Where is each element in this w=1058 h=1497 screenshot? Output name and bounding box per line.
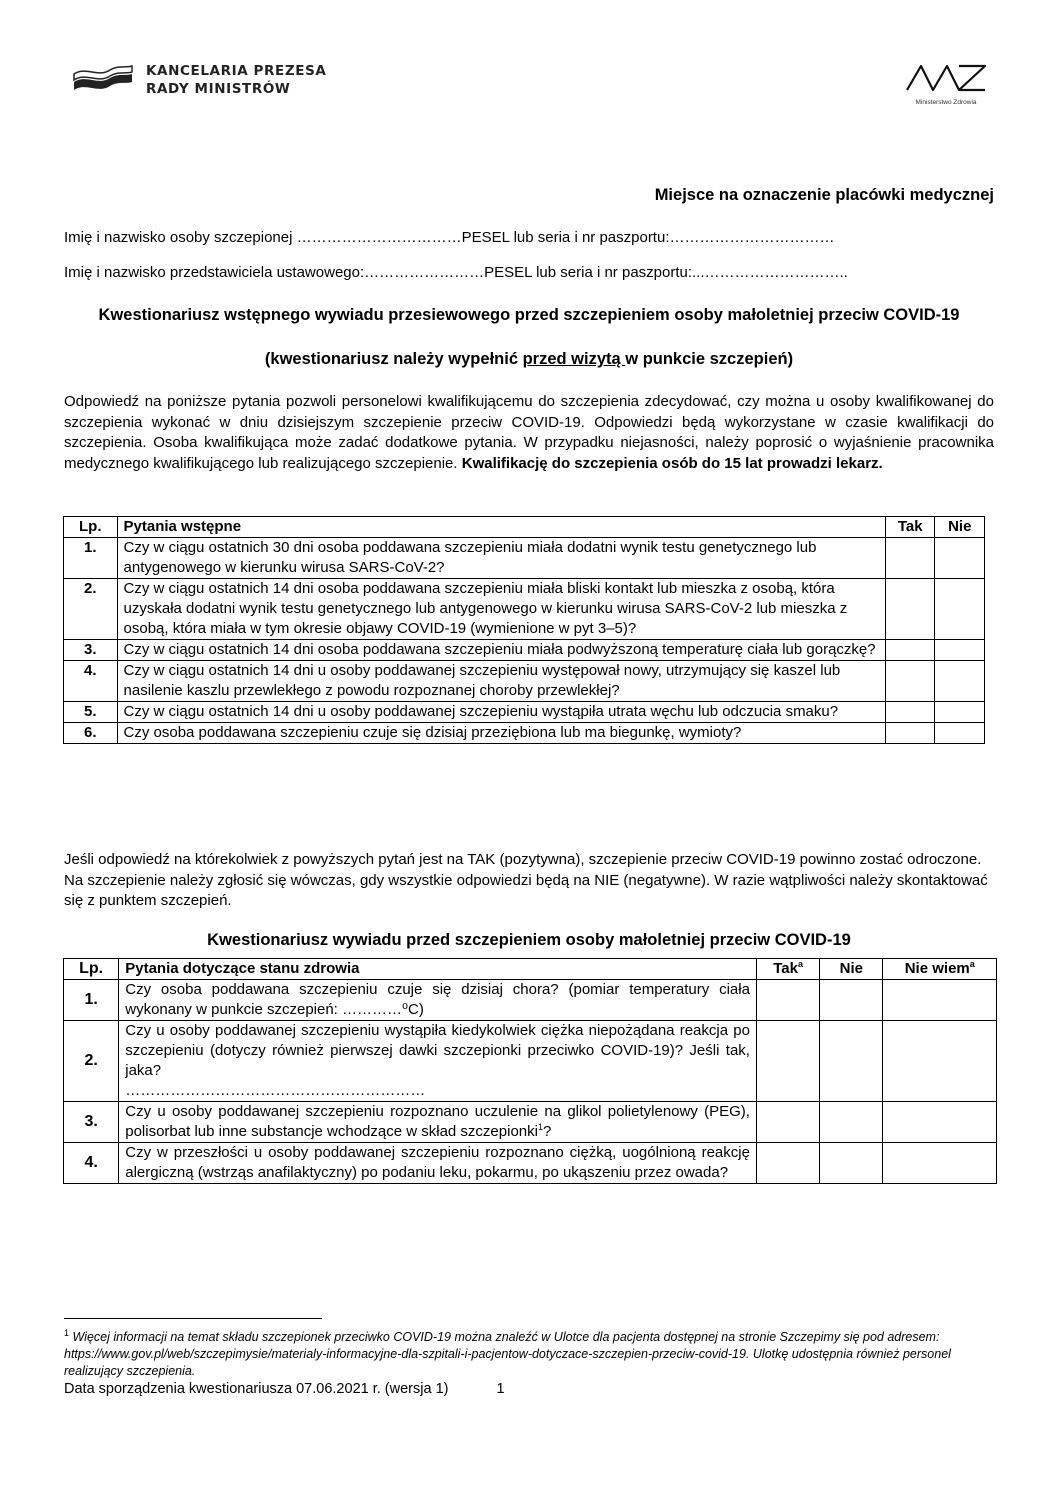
page-number: 1	[496, 1381, 505, 1397]
row-number: 6.	[64, 723, 118, 744]
postpone-note: Jeśli odpowiedź na którekolwiek z powyższych pytań jest na TAK (pozytywna), szczepienie przeciw COVID-19 powinno zostać odroczone. Na szczepienie należy zgłosić się wówczas, gdy wszystkie odpowiedzi będą na NIE (negatywne). W razie wątpliwości należy skontaktować się z punktem szczepień.	[64, 851, 988, 909]
person-name-field[interactable]: Imię i nazwisko osoby szczepionej ……………………………PESEL lub seria i nr paszportu:……………………………	[64, 229, 835, 246]
footnote-sup: 1	[64, 1327, 70, 1338]
row-number: 2.	[64, 1021, 119, 1102]
question-text: Czy w ciągu ostatnich 14 dni u osoby poddawanej szczepieniu występował nowy, utrzymujący się kaszel lub nasilenie kaszlu przewlekłego z powodu rozpoznanej choroby przewlekłej?	[117, 661, 886, 702]
no-checkbox[interactable]	[935, 661, 985, 702]
ministry-logo-icon	[903, 60, 989, 94]
table-header-row	[64, 517, 985, 538]
flag-icon	[72, 62, 134, 98]
no-checkbox[interactable]	[935, 538, 985, 579]
question-cell	[119, 1143, 757, 1184]
subtitle-part-1: (kwestionariusz należy wypełnić	[264, 350, 523, 368]
yes-checkbox[interactable]	[886, 661, 935, 702]
no-checkbox[interactable]	[820, 980, 883, 1021]
col-no: Nie	[935, 517, 985, 538]
col-yes: Tak	[886, 517, 935, 538]
subtitle-underlined: przed wizytą	[522, 350, 626, 368]
question-text: Czy w ciągu ostatnich 14 dni osoba poddawana szczepieniu miała podwyższoną temperaturę ciała lub gorączkę?	[117, 640, 886, 661]
no-checkbox[interactable]	[935, 702, 985, 723]
preliminary-questions-table	[63, 516, 985, 744]
table-row	[64, 579, 985, 640]
page-footer	[64, 1381, 505, 1397]
question-text: Czy w przeszłości u osoby poddawanej szczepieniu rozpoznano ciężką, uogólnioną reakcję alergiczną (wstrząs anafilaktyczny) po podaniu leku, pokarmu, po ukąszeniu przez owada?	[125, 1144, 750, 1181]
form-subtitle	[64, 350, 994, 369]
col-yes-label: Tak	[773, 960, 798, 977]
yes-checkbox[interactable]	[886, 538, 935, 579]
yes-checkbox[interactable]	[756, 1102, 819, 1143]
kprm-logo	[72, 62, 326, 98]
col-dont-know-label: Nie wiem	[904, 960, 970, 977]
question-text: Czy u osoby poddawanej szczepieniu wystąpiła kiedykolwiek ciężka niepożądana reakcja po szczepieniu (dotyczy również pierwszej dawki szczepionki przeciwko COVID-19)? Jeśli tak, jaka?	[125, 1022, 750, 1079]
col-no: Nie	[820, 959, 883, 980]
subtitle-part-2: w punkcie szczepień)	[625, 350, 794, 368]
no-checkbox[interactable]	[820, 1102, 883, 1143]
table-row	[64, 1021, 997, 1102]
no-checkbox[interactable]	[935, 723, 985, 744]
form-title: Kwestionariusz wstępnego wywiadu przesiewowego przed szczepieniem osoby małoletniej przeciw COVID-19	[98, 306, 960, 324]
question-text: Czy osoba poddawana szczepieniu czuje się dzisiaj chora? (pomiar temperatury ciała wykonany w punkcie szczepień: …………⁰C)	[125, 981, 750, 1018]
health-questionnaire-title: Kwestionariusz wywiadu przed szczepieniem osoby małoletniej przeciw COVID-19	[207, 931, 851, 949]
ministry-caption: Ministerstwo Zdrowia	[915, 99, 977, 106]
dont-know-checkbox[interactable]	[883, 1021, 997, 1102]
yes-checkbox[interactable]	[756, 980, 819, 1021]
question-text: Czy u osoby poddawanej szczepieniu rozpoznano uczulenie na glikol polietylenowy (PEG), polisorbat lub inne substancje wchodzące w skład szczepionki	[125, 1103, 750, 1140]
footnote-rule	[64, 1318, 322, 1319]
table-row	[64, 723, 985, 744]
facility-label: Miejsce na oznaczenie placówki medycznej	[654, 186, 994, 204]
col-lp: Lp.	[64, 959, 119, 980]
no-checkbox[interactable]	[820, 1143, 883, 1184]
row-number: 4.	[64, 1143, 119, 1184]
yes-checkbox[interactable]	[886, 702, 935, 723]
row-number: 2.	[64, 579, 118, 640]
intro-bold: Kwalifikację do szczepienia osób do 15 lat prowadzi lekarz.	[461, 454, 883, 472]
table-row	[64, 1143, 997, 1184]
col-yes	[756, 959, 819, 980]
question-text: Czy osoba poddawana szczepieniu czuje się dzisiaj przeziębiona lub ma biegunkę, wymioty?	[117, 723, 886, 744]
table-row	[64, 661, 985, 702]
no-checkbox[interactable]	[935, 579, 985, 640]
question-cell	[119, 980, 757, 1021]
footnote-text: Więcej informacji na temat składu szczepionek przeciwko COVID-19 można znaleźć w Ulotce dla pacjenta dostępnej na stronie Szczepimy się pod adresem: https://www.gov.pl/web/szczepimysie/materialy-informacyjne-dla-szpitali-i-pacjentow-dotyczace-szczepien-przeciw-covid-19. Ulotkę udostępnia również personel realizujący szczepienia.	[64, 1330, 951, 1378]
table-row	[64, 702, 985, 723]
yes-checkbox[interactable]	[756, 1143, 819, 1184]
guardian-name-field[interactable]: Imię i nazwisko przedstawiciela ustawowego:……………………PESEL lub seria i nr paszportu:...………………………..	[64, 264, 848, 281]
col-dont-know	[883, 959, 997, 980]
footnote	[64, 1329, 984, 1380]
dont-know-checkbox[interactable]	[883, 1102, 997, 1143]
table-row	[64, 980, 997, 1021]
dont-know-checkbox[interactable]	[883, 980, 997, 1021]
question-text: Czy w ciągu ostatnich 14 dni u osoby poddawanej szczepieniu wystąpiła utrata węchu lub odczucia smaku?	[117, 702, 886, 723]
dont-know-checkbox[interactable]	[883, 1143, 997, 1184]
question-end: ?	[542, 1123, 552, 1140]
table-row	[64, 1102, 997, 1143]
intro-text: Odpowiedź na poniższe pytania pozwoli personelowi kwalifikującemu do szczepienia zdecydować, czy można u osoby kwalifikowanej do szczepienia wykonać w dniu dzisiejszym szczepienie przeciw COVID-19. Odpowiedzi będą wykorzystane w czasie kwalifikacji do szczepienia. Osoba kwalifikująca może zadać dodatkowe pytania. W przypadku niejasności, należy poprosić o wyjaśnienie pracownika medycznego kwalifikującego lub realizującego szczepienie.	[64, 393, 994, 472]
col-lp: Lp.	[64, 517, 118, 538]
yes-checkbox[interactable]	[886, 723, 935, 744]
no-checkbox[interactable]	[935, 640, 985, 661]
intro-paragraph	[64, 392, 994, 474]
question-text: Czy w ciągu ostatnich 14 dni osoba poddawana szczepieniu miała bliski kontakt lub mieszka z osobą, która uzyskała dodatni wynik testu genetycznego lub antygenowego w kierunku wirusa SARS-CoV-2 lub mieszka z osobą, która miała w tym okresie objawy COVID-19 (wymienione w pyt 3–5)?	[117, 579, 886, 640]
row-number: 5.	[64, 702, 118, 723]
table-header-row	[64, 959, 997, 980]
yes-checkbox[interactable]	[886, 640, 935, 661]
question-cell	[119, 1102, 757, 1143]
row-number: 3.	[64, 1102, 119, 1143]
row-number: 4.	[64, 661, 118, 702]
col-yes-sup: a	[797, 959, 803, 969]
table-row	[64, 538, 985, 579]
col-questions: Pytania wstępne	[117, 517, 886, 538]
row-number: 3.	[64, 640, 118, 661]
row-number: 1.	[64, 980, 119, 1021]
col-dont-know-sup: a	[969, 959, 975, 969]
question-sup: 1	[537, 1122, 543, 1132]
yes-checkbox[interactable]	[886, 579, 935, 640]
answer-blank[interactable]: ……………………………………………………	[125, 1082, 426, 1099]
org-line-2: RADY MINISTRÓW	[146, 81, 291, 97]
col-health-questions: Pytania dotyczące stanu zdrowia	[119, 959, 757, 980]
no-checkbox[interactable]	[820, 1021, 883, 1102]
yes-checkbox[interactable]	[756, 1021, 819, 1102]
date-text: Data sporządzenia kwestionariusza 07.06.2021 r. (wersja 1)	[64, 1381, 449, 1397]
org-line-1: KANCELARIA PREZESA	[146, 63, 327, 79]
question-text: Czy w ciągu ostatnich 30 dni osoba poddawana szczepieniu miała dodatni wynik testu genetycznego lub antygenowego w kierunku wirusa SARS-CoV-2?	[117, 538, 886, 579]
table-row	[64, 640, 985, 661]
health-questions-table	[63, 958, 997, 1184]
ministry-logo	[900, 60, 992, 106]
question-cell	[119, 1021, 757, 1102]
row-number: 1.	[64, 538, 118, 579]
